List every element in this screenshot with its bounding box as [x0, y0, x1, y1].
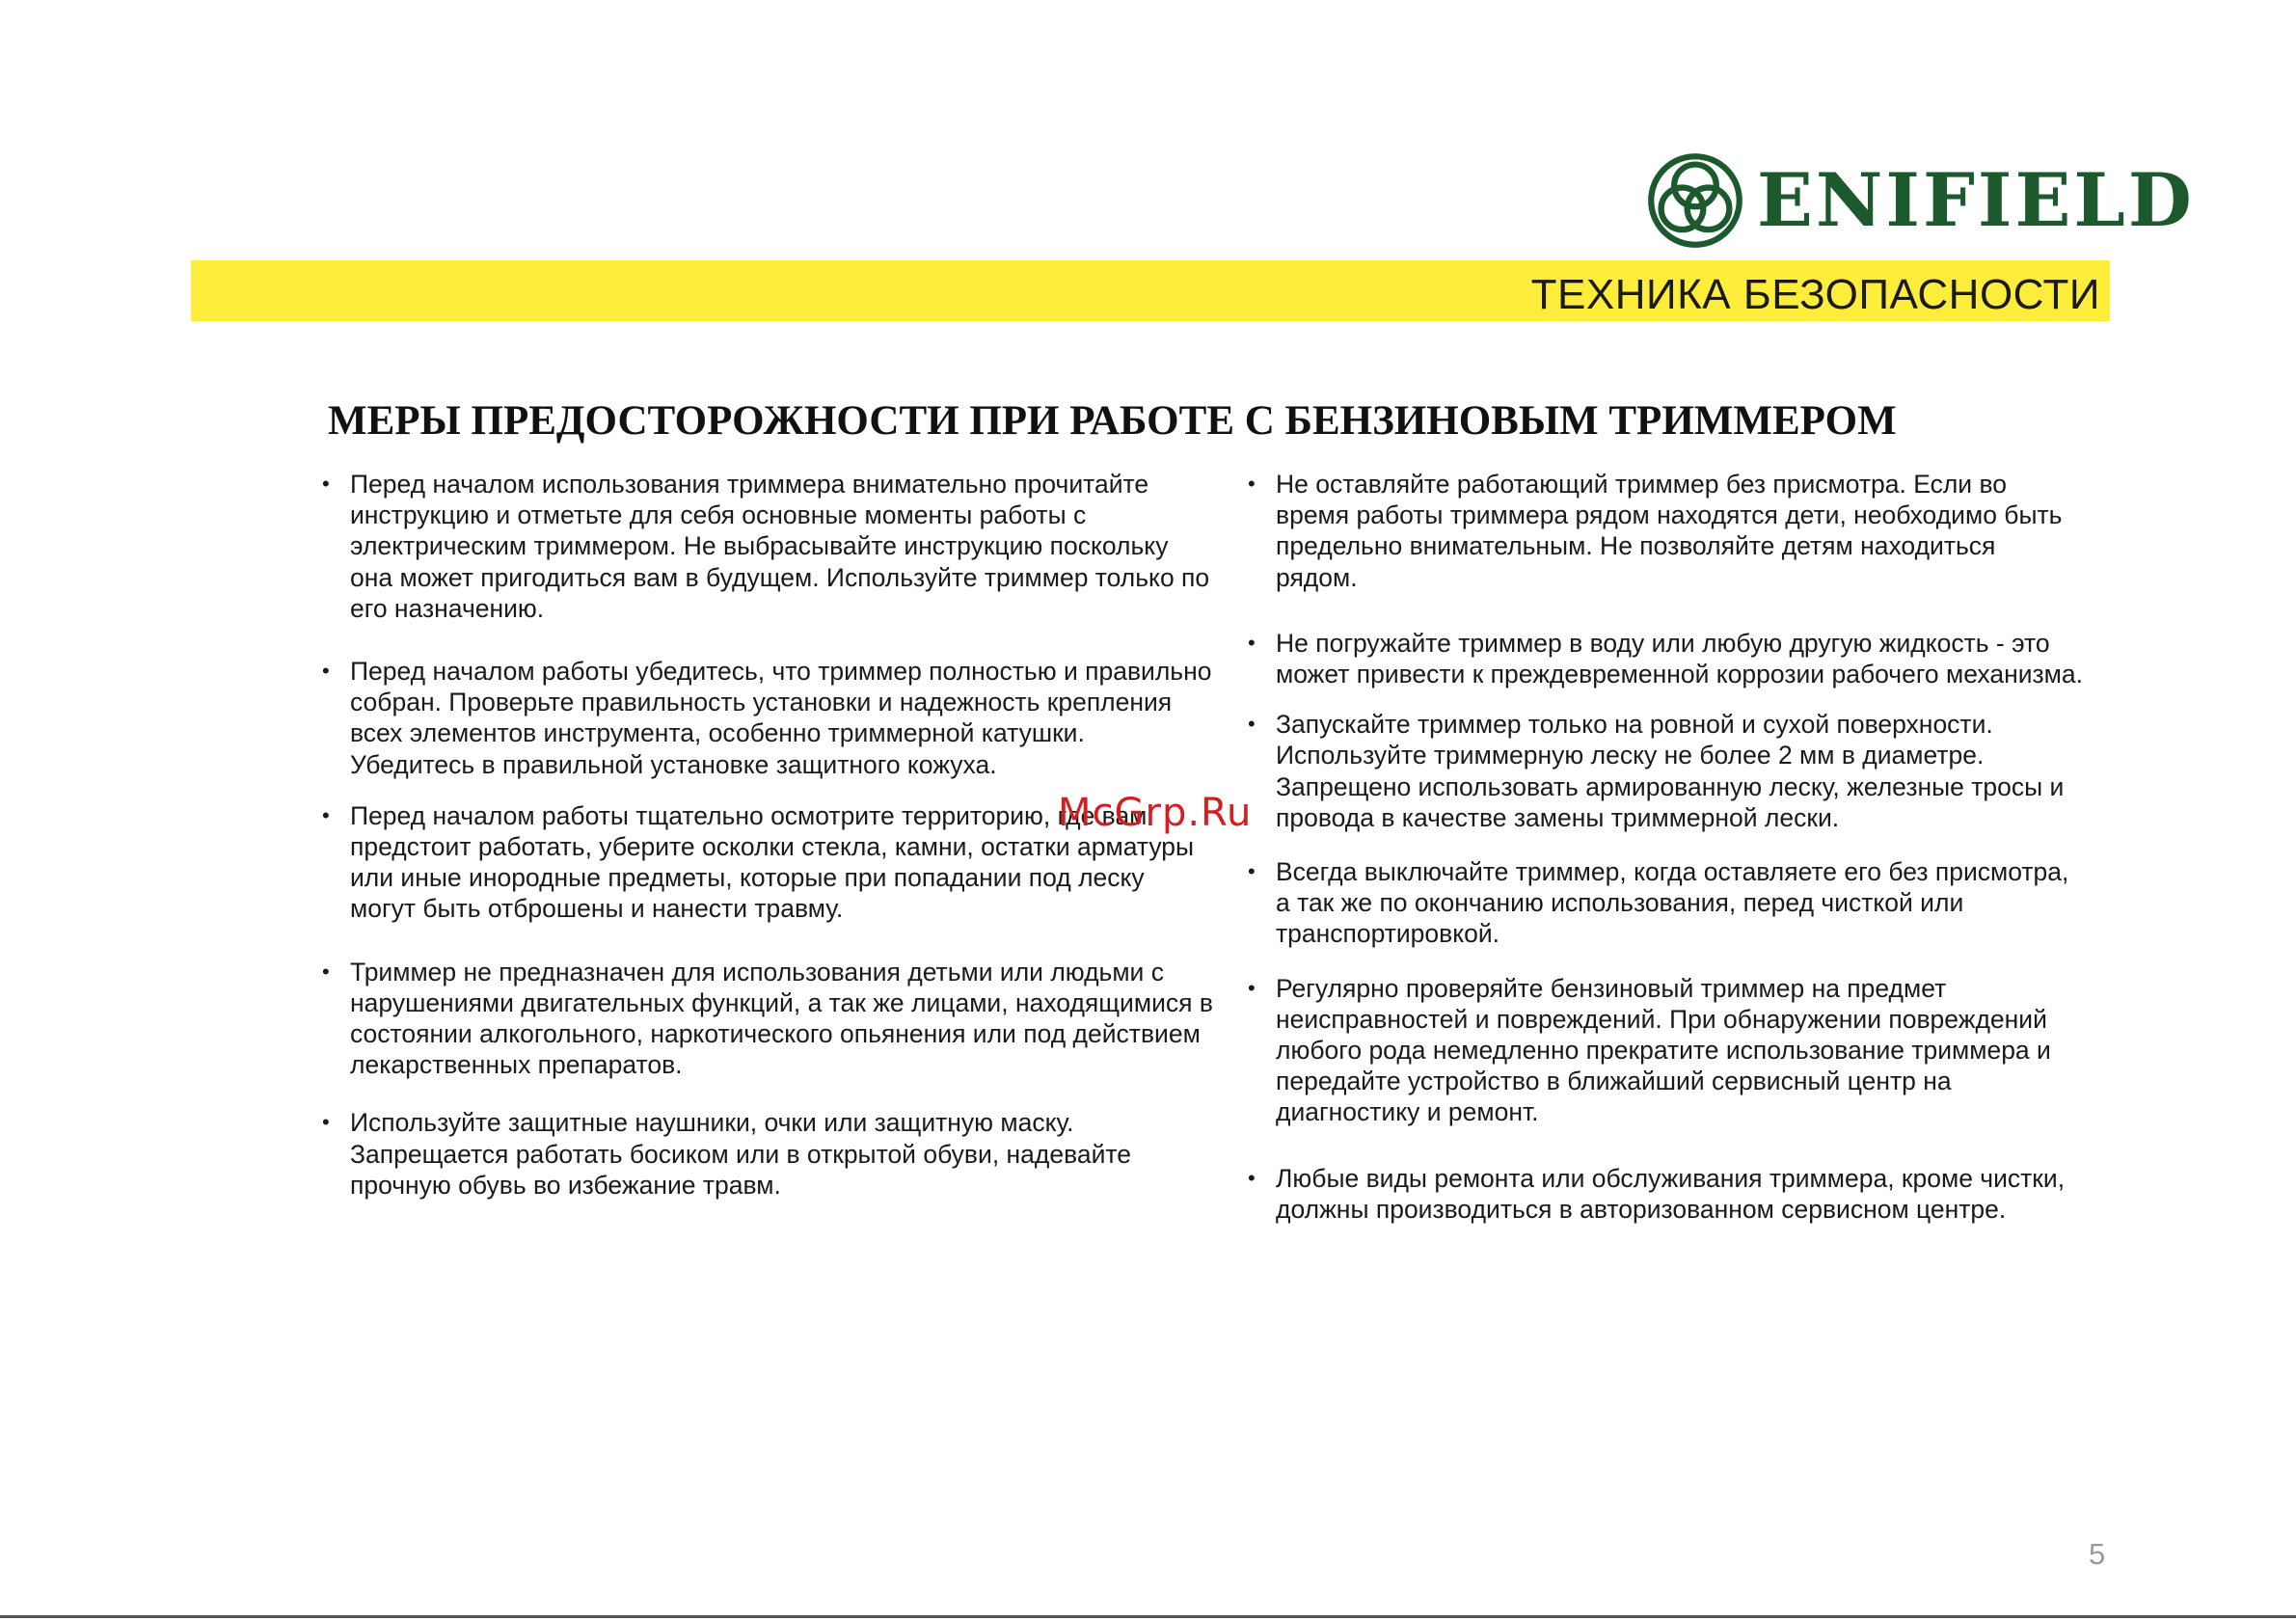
list-item: [318, 1107, 1215, 1201]
bullet-icon: •: [1248, 1165, 1256, 1190]
bottom-divider: [0, 1615, 2296, 1618]
bullet-icon: •: [1248, 712, 1256, 737]
list-item-text: Триммер не предназначен для использования детьми или людьми с нарушениями двигательных функций, а так же лицами, находящимися в состоянии алкогольного, наркотического опьянения или под действием лекарственных препаратов.: [350, 957, 1213, 1080]
list-item-text: Не погружайте триммер в воду или любую другую жидкость - это может привести к преждевременной коррозии рабочего механизма.: [1276, 628, 2083, 689]
list-item-text: Запускайте триммер только на ровной и сухой поверхности. Используйте триммерную леску не более 2 мм в диаметре. Запрещено использовать армированную леску, железные тросы и провода в качестве замены триммерной лески.: [1276, 710, 2065, 832]
list-item-text: Не оставляйте работающий триммер без присмотра. Если во время работы триммера рядом находятся дети, необходимо быть предельно внимательным. Не позволяйте детям находиться рядом.: [1276, 470, 2063, 592]
list-item-text: Перед началом работы тщательно осмотрите территорию, где вам предстоит работать, уберите осколки стекла, камни, остатки арматуры или иные инородные предметы, которые при попадании под леску могут быть отброшены и нанести травму.: [350, 800, 1195, 924]
page-heading: МЕРЫ ПРЕДОСТОРОЖНОСТИ ПРИ РАБОТЕ С БЕНЗИНОВЫМ ТРИММЕРОМ: [328, 398, 1897, 444]
brand-logo: [1645, 150, 2195, 251]
list-item: [1244, 628, 2083, 689]
bullet-icon: •: [1248, 472, 1256, 496]
list-item: [1244, 1163, 2083, 1225]
watermark-text: McGrp.Ru: [1058, 791, 1253, 835]
bullet-icon: •: [322, 472, 330, 496]
bullet-icon: •: [1248, 630, 1256, 655]
bullet-icon: •: [1248, 859, 1256, 884]
list-item: [1244, 709, 2083, 833]
brand-rings-icon: [1645, 150, 1745, 251]
list-item: [318, 656, 1215, 780]
right-column-list: [1244, 469, 2083, 1225]
bullet-icon: •: [322, 1110, 330, 1135]
bullet-icon: •: [1248, 975, 1256, 1000]
list-item: [1244, 856, 2083, 950]
bullet-icon: •: [322, 659, 330, 684]
list-item-text: Перед началом использования триммера внимательно прочитайте инструкцию и отметьте для себя основные моменты работы с электрическим триммером. Не выбрасывайте инструкцию поскольку она может пригодиться вам в будущем. Используйте триммер только по его назначению.: [350, 470, 1210, 623]
bullet-icon: •: [322, 959, 330, 984]
list-item: [318, 469, 1215, 624]
list-item-text: Любые виды ремонта или обслуживания триммера, кроме чистки, должны производиться в авторизованном сервисном центре.: [1276, 1163, 2066, 1224]
list-item-text: Всегда выключайте триммер, когда оставляете его без присмотра, а так же по окончанию использования, перед чисткой или транспортировкой.: [1276, 857, 2069, 949]
page-number: 5: [2089, 1537, 2106, 1571]
list-item-text: Перед началом работы убедитесь, что триммер полностью и правильно собран. Проверьте правильность установки и надежность крепления всех элементов инструмента, особенно триммерной катушки. Убедитесь в правильной установке защитного кожуха.: [350, 657, 1212, 779]
list-item: [318, 957, 1215, 1081]
list-item: [1244, 973, 2083, 1128]
bullet-icon: •: [322, 802, 330, 827]
section-band: [191, 260, 2110, 321]
list-item-text: Регулярно проверяйте бензиновый триммер на предмет неисправностей и повреждений. При обнаружении повреждений любого рода немедленно прекратите использование триммера и передайте устройство в ближайший сервисный центр на диагностику и ремонт.: [1276, 973, 2051, 1127]
brand-name: ENIFIELD: [1757, 157, 2195, 243]
list-item: [1244, 469, 2083, 593]
list-item-text: Используйте защитные наушники, очки или защитную маску. Запрещается работать босиком или в открытой обуви, надевайте прочную обувь во избежание травм.: [350, 1108, 1132, 1200]
section-title: ТЕХНИКА БЕЗОПАСНОСТИ: [1530, 271, 2100, 318]
